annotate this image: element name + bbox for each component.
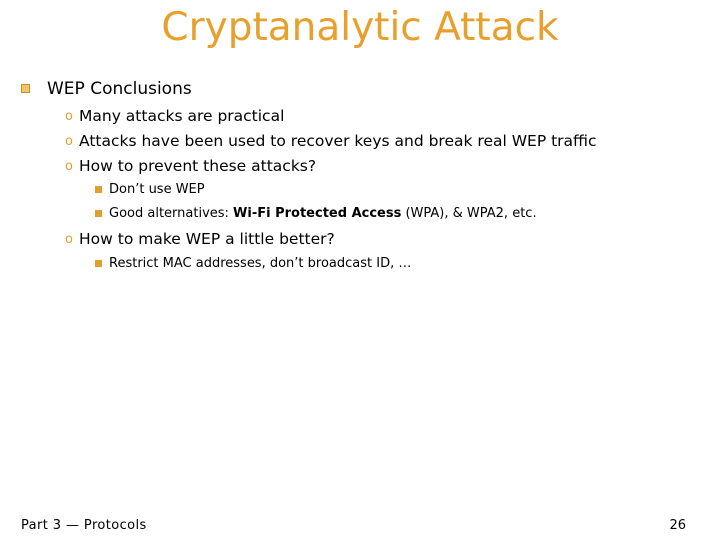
bullet-level3 bbox=[109, 255, 411, 273]
bullet-level2 bbox=[65, 131, 597, 152]
point-text: Many attacks are practical bbox=[79, 107, 285, 125]
subpoint-text-suffix: (WPA), & WPA2, etc. bbox=[401, 206, 537, 221]
subpoint-text-bold: Wi-Fi Protected Access bbox=[233, 206, 402, 221]
bullet-level2 bbox=[65, 229, 335, 250]
bullet-level3 bbox=[109, 181, 205, 199]
footer-section-label: Part 3 — Protocols bbox=[21, 518, 147, 533]
bullet-level2 bbox=[65, 106, 285, 127]
subpoint-text: Don’t use WEP bbox=[109, 182, 205, 197]
square-bullet-icon bbox=[21, 84, 30, 93]
circle-bullet-icon: o bbox=[65, 159, 73, 174]
point-text: How to make WEP a little better? bbox=[79, 230, 335, 248]
circle-bullet-icon: o bbox=[65, 232, 73, 247]
point-text: How to prevent these attacks? bbox=[79, 157, 317, 175]
square-small-bullet-icon bbox=[95, 186, 102, 193]
heading-text: WEP Conclusions bbox=[47, 79, 192, 99]
circle-bullet-icon: o bbox=[65, 109, 73, 124]
bullet-level1 bbox=[47, 78, 192, 100]
subpoint-text: Restrict MAC addresses, don’t broadcast ID, … bbox=[109, 256, 412, 271]
square-small-bullet-icon bbox=[95, 260, 102, 267]
point-text: Attacks have been used to recover keys and break real WEP traffic bbox=[79, 132, 597, 150]
subpoint-text-prefix: Good alternatives: bbox=[109, 206, 234, 221]
circle-bullet-icon: o bbox=[65, 134, 73, 149]
bullet-level2 bbox=[65, 156, 317, 177]
bullet-level3 bbox=[109, 205, 537, 223]
page-number: 26 bbox=[669, 518, 686, 533]
slide-title: Cryptanalytic Attack bbox=[161, 5, 559, 50]
square-small-bullet-icon bbox=[95, 210, 102, 217]
